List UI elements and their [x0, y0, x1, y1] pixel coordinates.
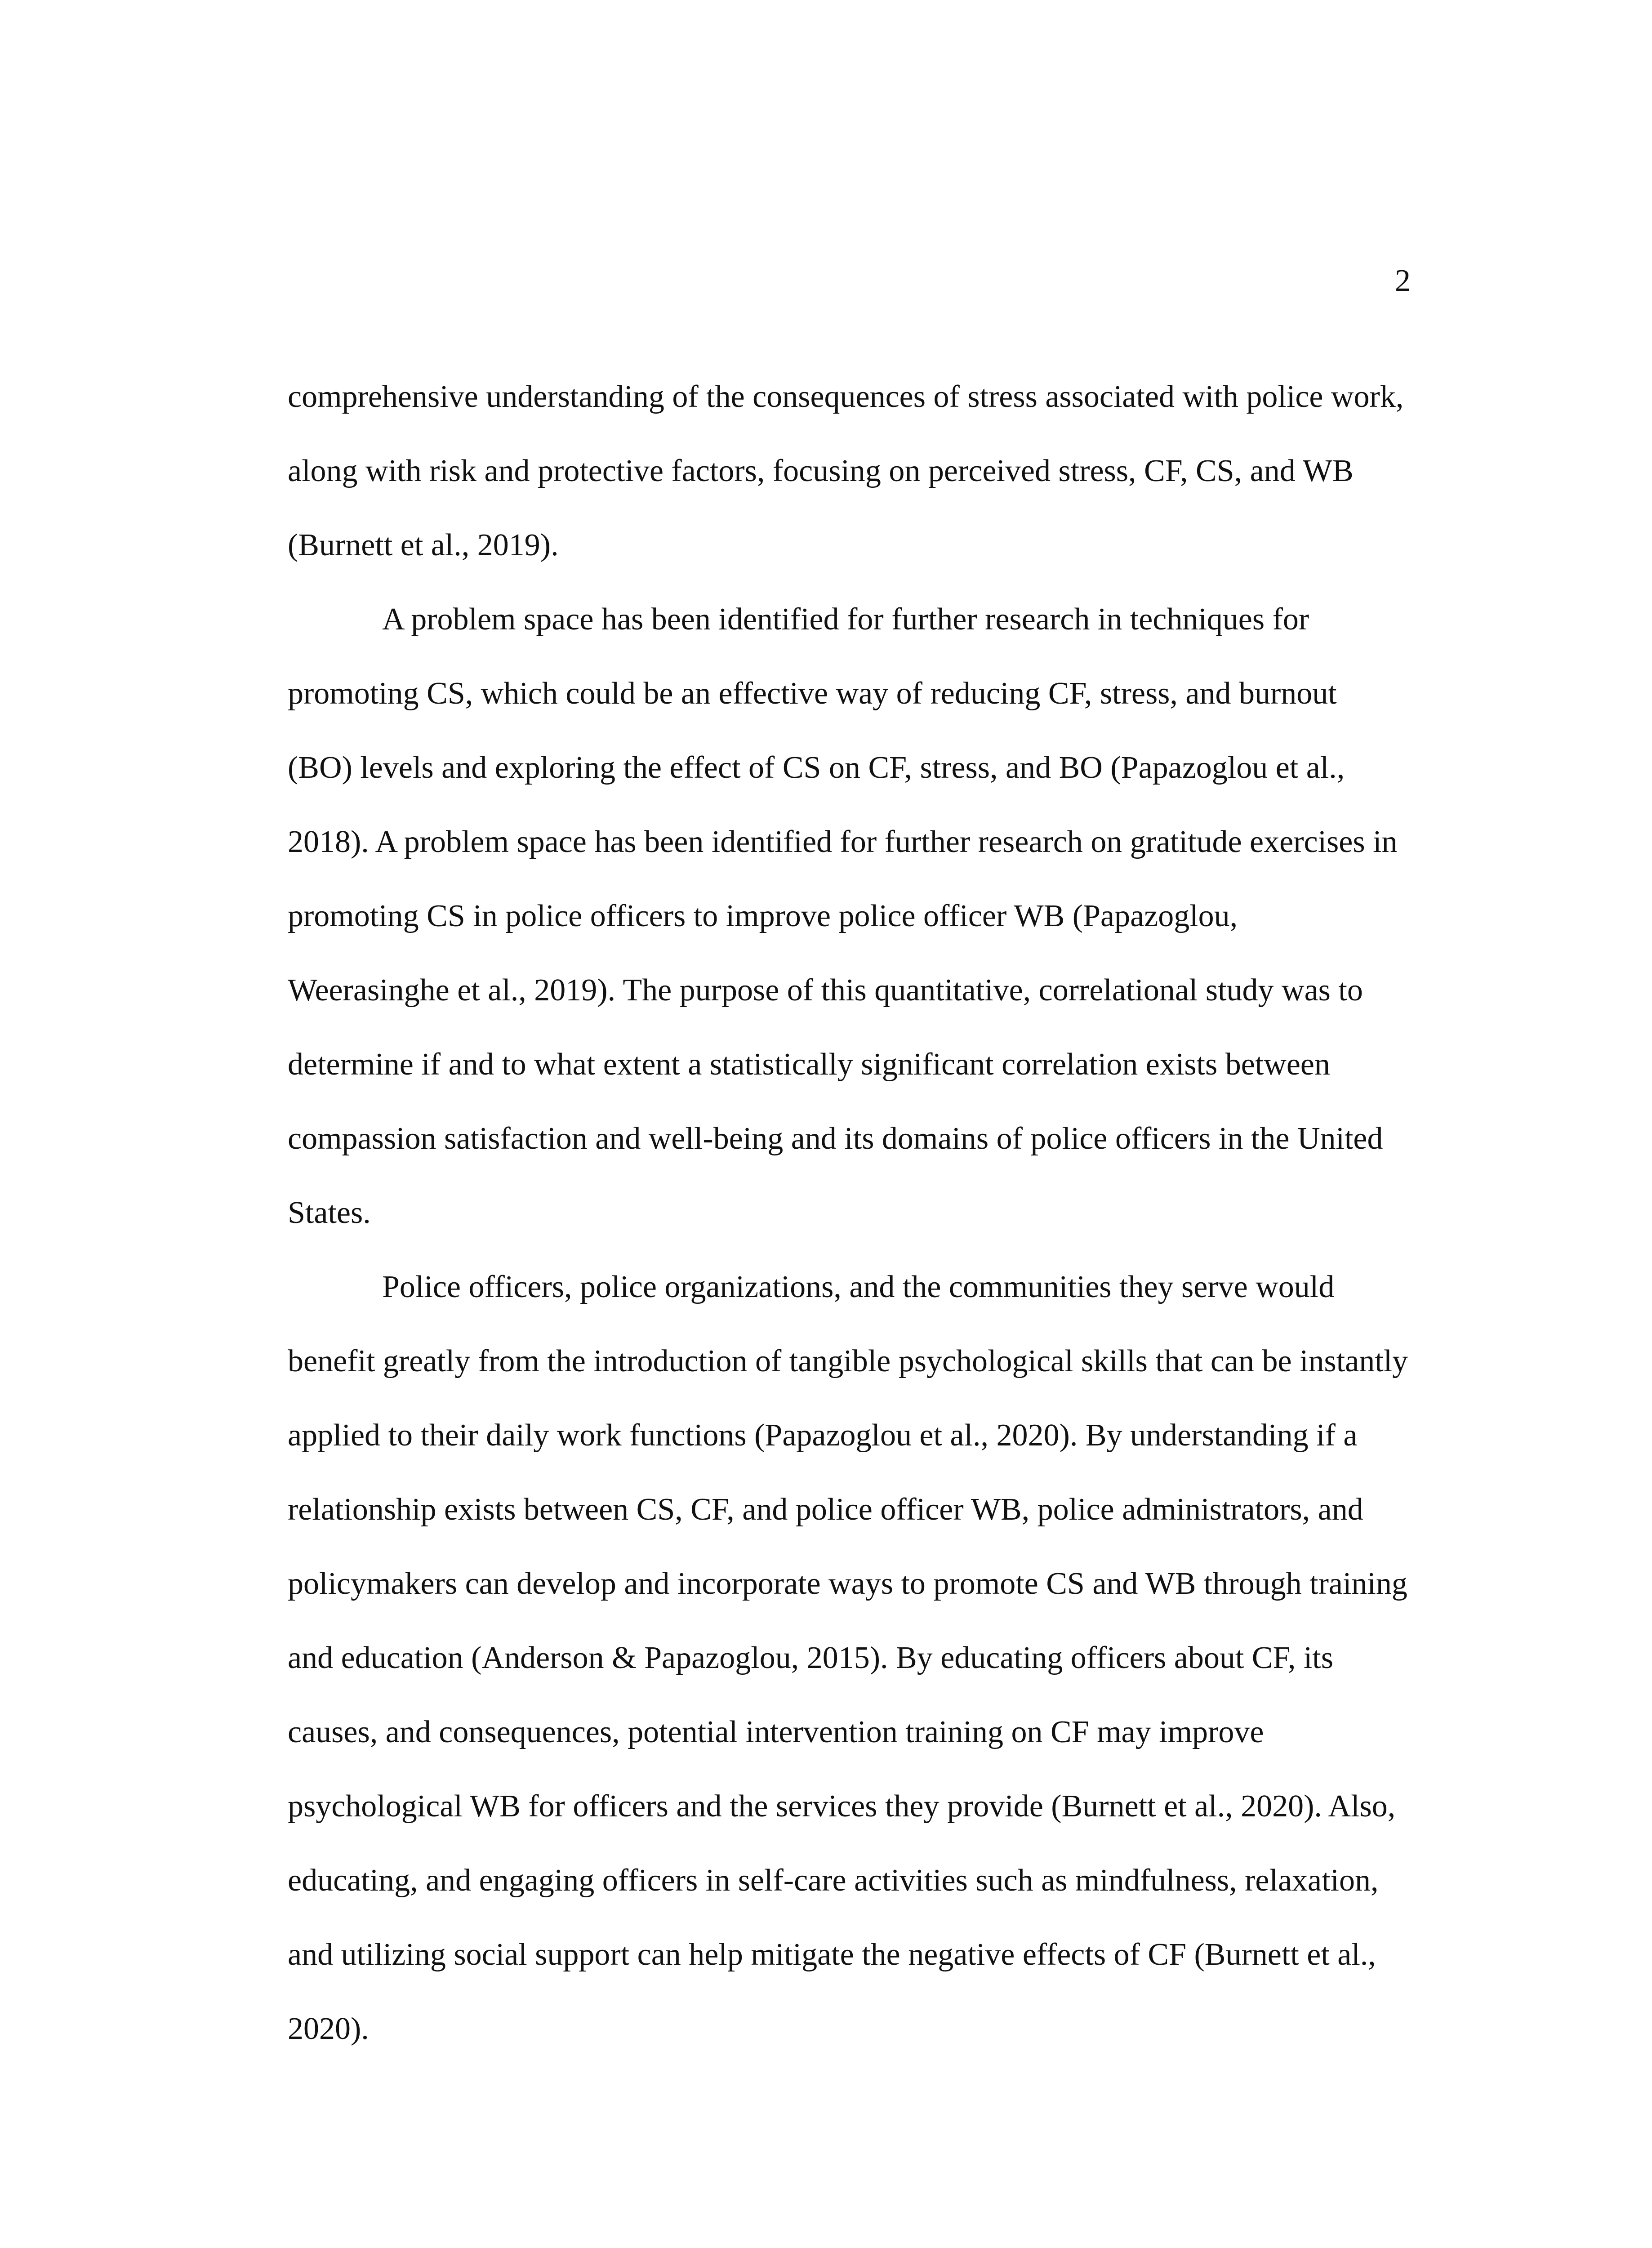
text-line: applied to their daily work functions (Papazoglou et al., 2020). By understanding if a [288, 1418, 1358, 1453]
text-line: comprehensive understanding of the consequences of stress associated with police work, [288, 379, 1404, 414]
text-line: (Burnett et al., 2019). [288, 528, 559, 562]
text-line: along with risk and protective factors, focusing on perceived stress, CF, CS, and WB [288, 454, 1354, 488]
text-line: (BO) levels and exploring the effect of CS on CF, stress, and BO (Papazoglou et al., [288, 750, 1345, 785]
text-line: and education (Anderson & Papazoglou, 2015). By educating officers about CF, its [288, 1641, 1333, 1675]
body-text [288, 360, 1429, 2066]
text-line: States. [288, 1195, 371, 1230]
text-line: Police officers, police organizations, and the communities they serve would [382, 1270, 1335, 1304]
text-line: relationship exists between CS, CF, and police officer WB, police administrators, and [288, 1492, 1363, 1527]
text-line: 2018). A problem space has been identified for further research on gratitude exercises in [288, 825, 1398, 859]
text-line: and utilizing social support can help mitigate the negative effects of CF (Burnett et al., [288, 1937, 1376, 1972]
text-line: compassion satisfaction and well-being and its domains of police officers in the United [288, 1121, 1383, 1156]
text-line: A problem space has been identified for further research in techniques for [382, 602, 1309, 637]
page-number: 2 [1395, 263, 1411, 298]
text-line: benefit greatly from the introduction of tangible psychological skills that can be instantly [288, 1344, 1408, 1378]
text-line: promoting CS in police officers to improve police officer WB (Papazoglou, [288, 899, 1238, 933]
text-line: educating, and engaging officers in self-care activities such as mindfulness, relaxation, [288, 1863, 1379, 1898]
paragraph-1 [288, 360, 1429, 582]
text-line: policymakers can develop and incorporate ways to promote CS and WB through training [288, 1566, 1407, 1601]
text-line: causes, and consequences, potential intervention training on CF may improve [288, 1715, 1264, 1749]
text-line: 2020). [288, 2012, 369, 2046]
text-line: Weerasinghe et al., 2019). The purpose of this quantitative, correlational study was to [288, 973, 1363, 1008]
paragraph-3 [288, 1250, 1429, 2066]
text-line: promoting CS, which could be an effective way of reducing CF, stress, and burnout [288, 676, 1337, 711]
paragraph-2 [288, 582, 1429, 1250]
text-line: determine if and to what extent a statistically significant correlation exists between [288, 1047, 1330, 1082]
text-line: psychological WB for officers and the services they provide (Burnett et al., 2020). Also, [288, 1789, 1396, 1824]
